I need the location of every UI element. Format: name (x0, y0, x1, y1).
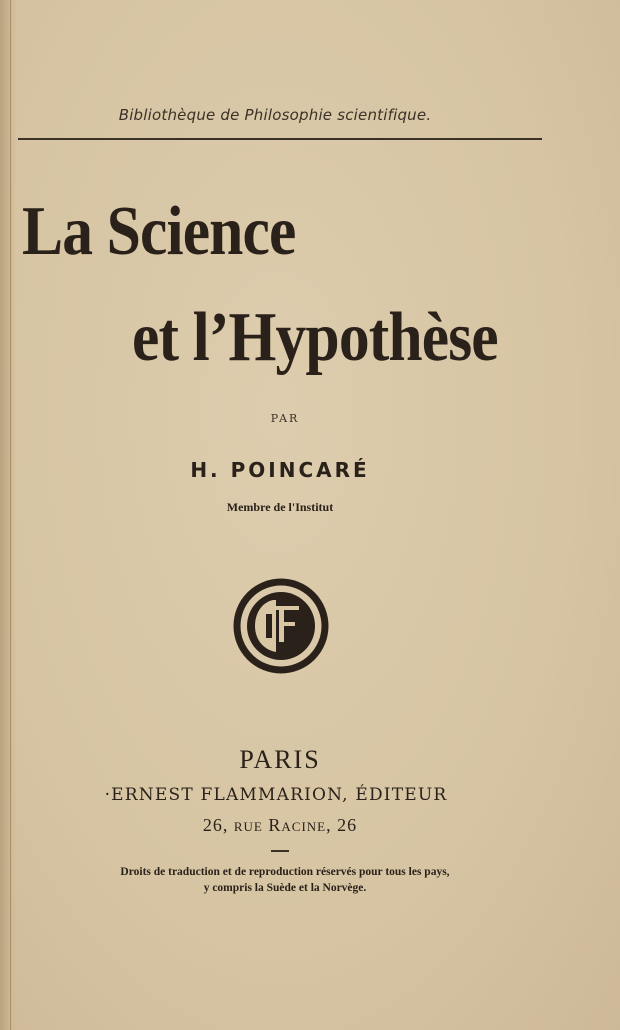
publisher-logo-icon (233, 578, 329, 674)
rights-notice (40, 864, 530, 896)
imprint-city: PARIS (239, 745, 321, 774)
series-title: Bibliothèque de Philosophie scientifique. (118, 106, 432, 124)
book-title-line-1: La Science (22, 193, 296, 270)
rights-line-1: Droits de traduction et de reproduction réservés pour tous les pays, (120, 866, 450, 878)
imprint-dash (271, 850, 289, 852)
page-spine-edge (0, 0, 16, 1030)
author-title: Membre de l'Institut (226, 500, 334, 514)
book-title-line-2: et l’Hypothèse (132, 299, 498, 376)
author-name: H. POINCARÉ (190, 458, 370, 482)
imprint-publisher: ·ERNEST FLAMMARION, ÉDITEUR (104, 785, 448, 805)
rights-line-2: y compris la Suède et la Norvège. (203, 882, 367, 894)
header-rule (18, 138, 542, 140)
imprint-address: 26, rue Racine, 26 (202, 815, 358, 835)
spine-fold-line (10, 0, 11, 1030)
by-label: PAR (270, 412, 300, 425)
